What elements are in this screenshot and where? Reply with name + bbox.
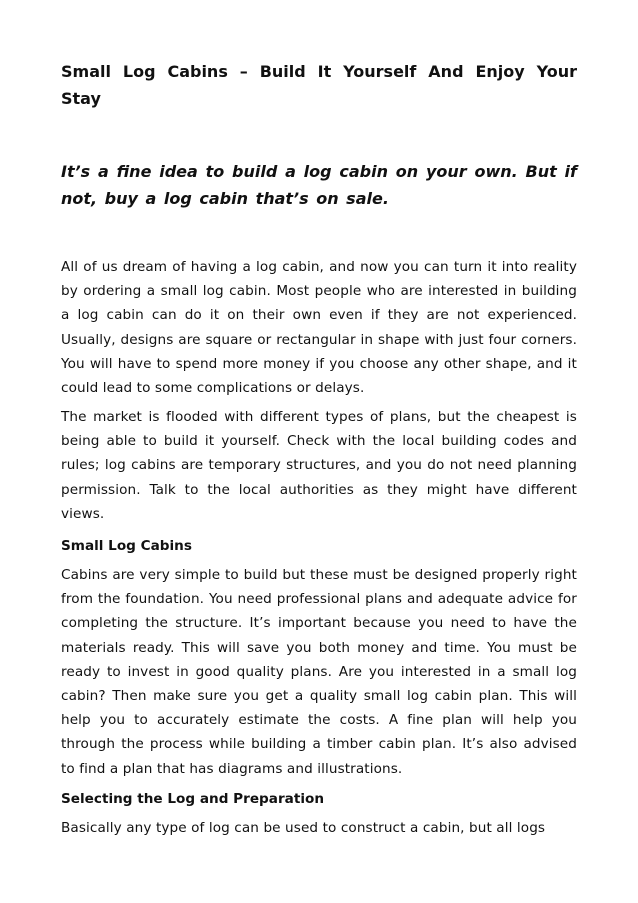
document-title: Small Log Cabins – Build It Yourself And Enjoy Your Stay [61,62,577,108]
document-subtitle: It’s a fine idea to build a log cabin on your own. But if not, buy a log cabin that’s on sale. [61,162,577,208]
paragraph-selecting-log: Basically any type of log can be used to construct a cabin, but all logs [61,820,546,836]
paragraph-cabins: Cabins are very simple to build but these must be designed properly right from the foundation. You need professional plans and adequate advice for completing the structure. It’s important because you need to have the materials ready. This will save you both money and time. You must be ready to invest in good quality plans. Are you interested in a small log cabin? Then make sure you get a quality small log cabin plan. This will help you to accurately estimate the costs. A fine plan will help you through the process while building a timber cabin plan. It’s also advised to find a plan that has diagrams and illustrations. [61,567,577,777]
paragraph-market: The market is flooded with different types of plans, but the cheapest is being able to build it yourself. Check with the local building codes and rules; log cabins are temporary structures, and you do not need planning permission. Talk to the local authorities as they might have different views. [61,409,577,522]
paragraph-intro: All of us dream of having a log cabin, and now you can turn it into reality by ordering a small log cabin. Most people who are interested in building a log cabin can do it on their own even if they are not experienced. Usually, designs are square or rectangular in shape with just four corners. You will have to spend more money if you choose any other shape, and it could lead to some complications or delays. [61,259,577,397]
section-heading-small-log-cabins: Small Log Cabins [61,538,192,554]
section-heading-selecting-log: Selecting the Log and Preparation [61,791,324,807]
